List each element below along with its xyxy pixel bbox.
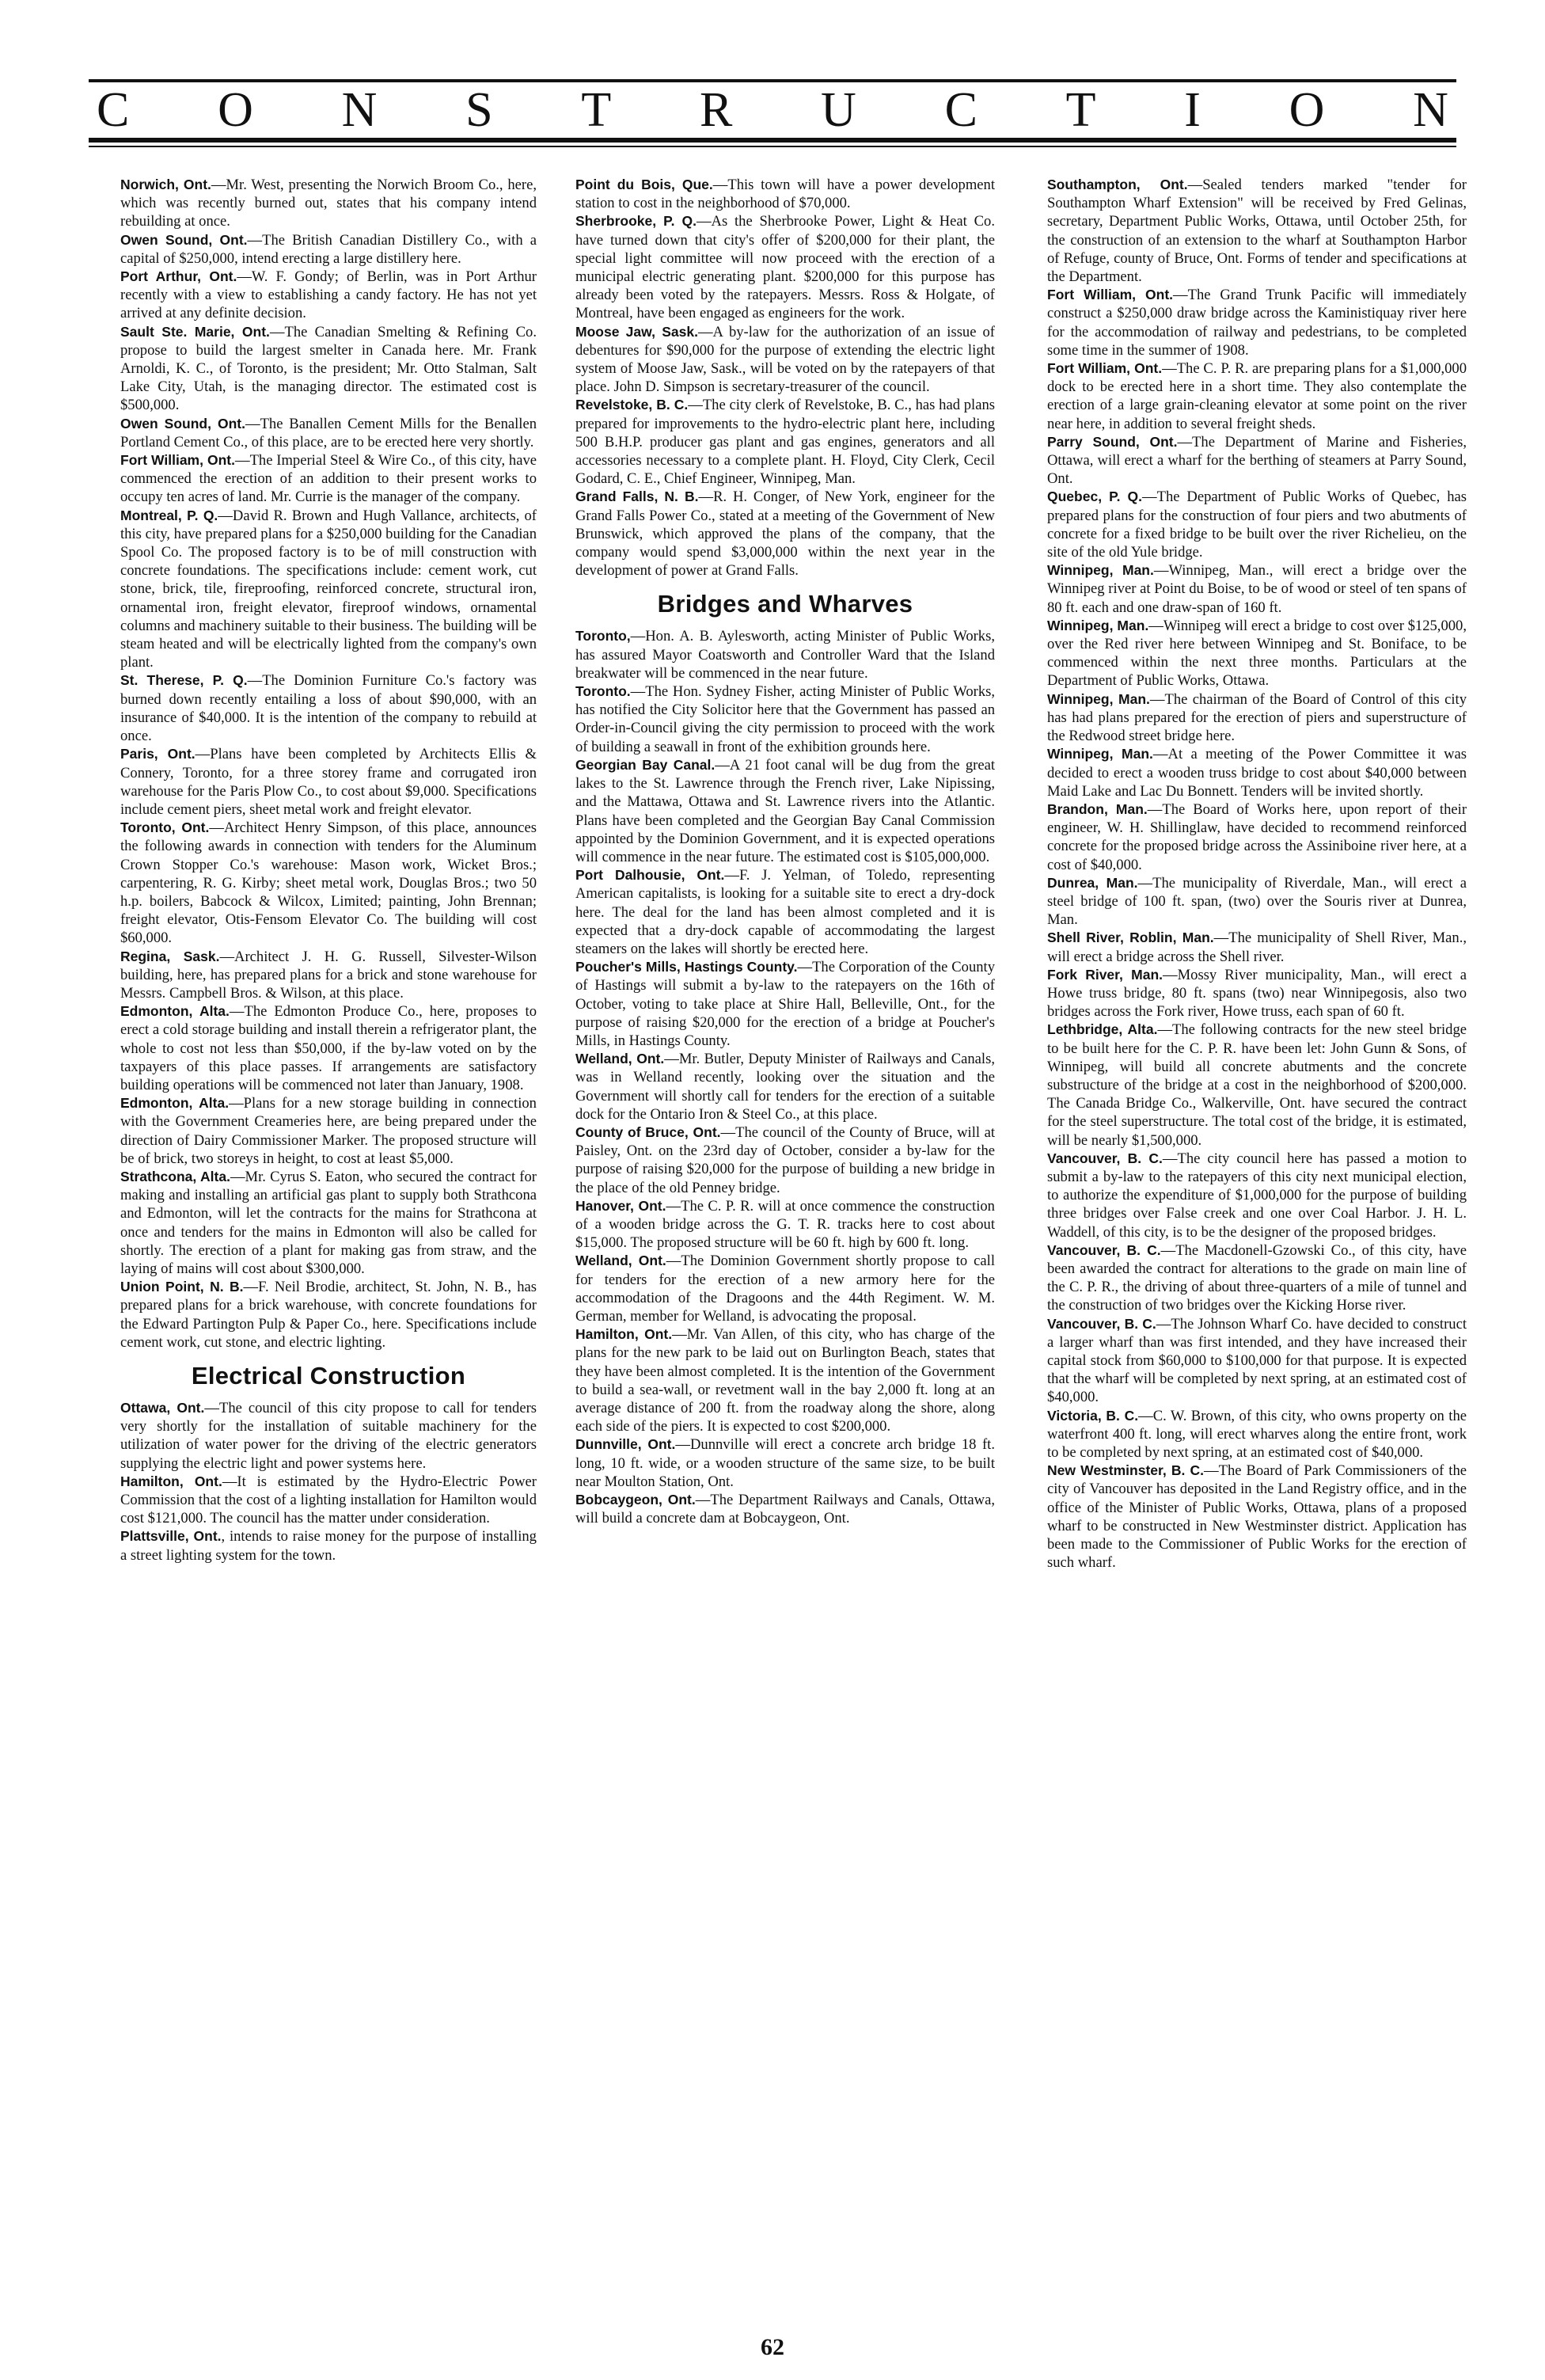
news-item-body: —Winnipeg will erect a bridge to cost over $125,000, over the Red river here between Winnipeg and St. Boniface, to be commenced within the next three months. Particulars at the Department of Public Works, Ottawa. (1047, 617, 1467, 690)
news-item-body: —The Department of Marine and Fisheries, Ottawa, will erect a wharf for the berthing of steamers at Parry Sound, Ont. (1047, 433, 1467, 488)
news-item-body: —C. W. Brown, of this city, who owns property on the waterfront 400 ft. long, will erect wharves along the entire front, work to be completed by next spring, at an estimated cost of $40,000. (1047, 1407, 1467, 1462)
news-item-dateline: Welland, Ont. (575, 1051, 665, 1067)
news-item (575, 1325, 995, 1435)
masthead-bottom-rule (89, 138, 1456, 143)
column-1 (120, 176, 537, 1564)
news-item-dateline: Fort William, Ont. (1047, 287, 1174, 303)
masthead-letter: I (1184, 83, 1201, 137)
news-item-body: —The municipality of Riverdale, Man., will erect a steel bridge of 100 ft. span, (two) over the Souris river at Dunrea, Man. (1047, 874, 1467, 929)
news-item (120, 671, 537, 745)
masthead-letter: C (97, 83, 130, 137)
news-item (120, 745, 537, 819)
news-item (575, 1435, 995, 1491)
masthead-letter: U (821, 83, 856, 137)
masthead-letter: O (1289, 83, 1325, 137)
column-2 (575, 176, 995, 1527)
masthead-letter: N (341, 83, 378, 137)
news-item-dateline: St. Therese, P. Q. (120, 672, 248, 689)
news-item (575, 1123, 995, 1197)
news-item (575, 1050, 995, 1123)
news-item (120, 819, 537, 947)
news-item (575, 756, 995, 866)
news-item (1047, 1462, 1467, 1572)
masthead-letter: S (465, 83, 493, 137)
news-item-body: —The city clerk of Revelstoke, B. C., has had plans prepared for improvements to the hydro-electric plant here, including 500 B.H.P. producer gas plant and gas engines, generators and all accessories necessary to a complete plant. H. Floyd, City Clerk, Cecil Godard, C. E., Chief Engineer, Winnipeg, Man. (575, 397, 996, 488)
column-3-items (1047, 176, 1467, 1572)
news-item (120, 1278, 537, 1352)
news-item (575, 627, 995, 682)
news-item (575, 212, 995, 322)
news-item-body: —Mr. Van Allen, of this city, who has charge of the plans for the new park to be laid out on Burlington Beach, states that they have been almost completed. It is the intention of the Government to build a sea-wall, or revetment wall in the bay 2,000 ft. long at an average distance of 200 ft. from the roadway along the shore, along each side of the piers. It is expected to cost $200,000. (575, 1326, 995, 1435)
masthead-letter: N (1413, 83, 1448, 137)
news-item-body: —The Corporation of the County of Hastings will submit a by-law to the ratepayers on the 16th of October, voting to take place at Shire Hall, Belleville, Ont., for the purpose of raising $20,000 for the erection of a bridge at Poucher's Mills, in Hastings County. (575, 959, 995, 1049)
news-item-body: —A by-law for the authorization of an issue of debentures for $90,000 for the purpose of extending the electric light system of Moose Jaw, Sask., will be voted on by the ratepayers of that place. John D. Simpson is secretary-treasurer of the council. (575, 323, 995, 396)
news-item-body: —The Grand Trunk Pacific will immediately construct a $250,000 draw bridge across the Kaministiquay river here for the accommodation of railway and pedestrians, to be completed some time in the summer of 1908. (1047, 287, 1467, 359)
news-item (120, 451, 537, 507)
news-item (120, 176, 537, 231)
news-item-body: —The chairman of the Board of Control of this city has had plans prepared for the erection of piers and superstructure of the Redwood street bridge here. (1047, 690, 1467, 745)
news-item-body: —The Hon. Sydney Fisher, acting Minister of Public Works, has notified the City Solicitor here that the Government has passed an Order-in-Council giving the city permission to proceed with the work of building a seawall in front of the exhibition grounds here. (575, 683, 995, 755)
news-item-body: —Plans have been completed by Architects Ellis & Connery, Toronto, for a three storey frame and corrugated iron warehouse for the Paris Plow Co., to cost about $9,000. Specifications include cement piers, sheet metal work and freight elevator. (120, 746, 537, 818)
masthead-letter: T (1065, 83, 1096, 137)
masthead (89, 79, 1456, 155)
news-item-dateline: Port Arthur, Ont. (120, 268, 237, 285)
news-item (1047, 874, 1467, 930)
news-item-body: —The Department of Public Works of Quebec, has prepared plans for the construction of four piers and two abutments of concrete for a fixed bridge to be built over the river Richelieu, on the site of the old Yule bridge. (1047, 489, 1467, 561)
news-item (575, 1491, 995, 1527)
news-item (120, 323, 537, 415)
news-item-body: —The British Canadian Distillery Co., with a capital of $250,000, intend erecting a large distillery here. (120, 231, 537, 267)
news-item-dateline: Victoria, B. C. (1047, 1407, 1139, 1424)
news-item (120, 268, 537, 323)
news-item-dateline: Port Dalhousie, Ont. (575, 867, 725, 884)
news-item-dateline: Bobcaygeon, Ont. (575, 1492, 696, 1508)
news-item-dateline: Vancouver, B. C. (1047, 1150, 1163, 1166)
news-item-body: —The council of the County of Bruce, will at Paisley, Ont. on the 23rd day of October, consider a by-law for the purpose of raising $20,000 for the purpose of building a new bridge in the place of the old Penney bridge. (575, 1123, 995, 1196)
news-item-dateline: Owen Sound, Ont. (120, 231, 248, 248)
news-item-dateline: Norwich, Ont. (120, 177, 211, 192)
news-item-dateline: Montreal, P. Q. (120, 507, 218, 523)
news-item (1047, 176, 1467, 286)
news-item (575, 488, 995, 580)
news-item-body: —F. Neil Brodie, architect, St. John, N. B., has prepared plans for a brick warehouse, with concrete foundations for the Edward Partington Pulp & Paper Co., here. Specifications include cement work, cut stone, and electric lighting. (120, 1279, 537, 1351)
news-item-dateline: Georgian Bay Canal. (575, 756, 716, 773)
masthead-letter: T (581, 83, 612, 137)
news-item (575, 396, 995, 488)
news-item-dateline: Regina, Sask. (120, 948, 220, 964)
news-item-body: —A 21 foot canal will be dug from the great lakes to the St. Lawrence through the French river, Lake Nipissing, and the Mattawa, Ottawa and St. Lawrence rivers into the Atlantic. Plans have been completed and the Georgian Bay Canal Commission appointed by the Dominion Government, and it is expected operations will commence in the near future. The estimated cost is $105,000,000. (575, 756, 995, 865)
masthead-bottom-thin-rule (89, 146, 1456, 147)
masthead-title (89, 82, 1456, 138)
news-item-dateline: Brandon, Man. (1047, 800, 1148, 817)
news-item-body: —The Canadian Smelting & Refining Co. propose to build the largest smelter in Canada here. Mr. Frank Arnoldi, K. C., of Toronto, is the president; Mr. Otto Stalman, Salt Lake City, Utah, is the managing director. The estimated cost is $500,000. (120, 323, 537, 414)
news-item-dateline: Lethbridge, Alta. (1047, 1021, 1158, 1038)
news-item (1047, 561, 1467, 617)
news-item-dateline: Southampton, Ont. (1047, 177, 1188, 192)
news-item-dateline: Hanover, Ont. (575, 1197, 666, 1214)
news-item-body: —Hon. A. B. Aylesworth, acting Minister of Public Works, has assured Mayor Coatsworth and Controller Ward that the Island breakwater will be commenced in the near future. (575, 628, 995, 682)
column-2-items-b (575, 627, 995, 1527)
news-item-body: —The Imperial Steel & Wire Co., of this city, have commenced the erection of an addition to their present works to occupy ten acres of land. Mr. Currie is the manager of the company. (120, 452, 537, 506)
news-item-dateline: Winnipeg, Man. (1047, 617, 1149, 633)
news-item (1047, 359, 1467, 433)
section-heading-bridges-and-wharves: Bridges and Wharves (657, 590, 913, 618)
news-item-dateline: Point du Bois, Que. (575, 177, 713, 192)
news-item-body: —Mossy River municipality, Man., will erect a Howe truss bridge, 80 ft. spans (two) near Winnipegosis, also two bridges across the Fork river, Howe truss, each span of 60 ft. (1047, 966, 1467, 1021)
news-item-body: —Architect Henry Simpson, of this place, announces the following awards in connection with tenders for the Aluminum Crown Stopper Co.'s warehouse: Mason work, Wicket Bros.; carpentering, R. G. Kirby; sheet metal work, Douglas Bros.; two 50 h.p. boilers, Babcock & Wilcox, Limited; painting, John Brennan; freight elevator, Otis-Fensom Elevator Co. The building will cost $60,000. (120, 819, 537, 947)
news-item (120, 1094, 537, 1168)
news-item-body: —The municipality of Shell River, Man., will erect a bridge across the Shell river. (1047, 930, 1467, 965)
news-item-body: —Plans for a new storage building in connection with the Government Creameries here, are being prepared under the direction of Dairy Commissioner Marker. The proposed structure will be of brick, two storeys in height, to cost at least $5,000. (120, 1095, 537, 1167)
news-item-body: —The Banallen Cement Mills for the Benallen Portland Cement Co., of this place, are to be erected here very shortly. (120, 415, 537, 451)
news-item (120, 231, 537, 268)
news-item (120, 1527, 537, 1564)
news-item-body: —The Macdonell-Gzowski Co., of this city, have been awarded the contract for alterations to the grade on main line of the C. P. R., the driving of about three-quarters of a mile of tunnel and the construction of two bridges over the Kicking Horse river. (1047, 1241, 1467, 1314)
news-item (575, 958, 995, 1050)
news-item-body: —The Department Railways and Canals, Ottawa, will build a concrete dam at Bobcaygeon, Ont. (575, 1492, 996, 1527)
news-item (1047, 966, 1467, 1021)
masthead-letter: R (699, 83, 733, 137)
news-item (1047, 929, 1467, 965)
news-item-dateline: Fort William, Ont. (120, 452, 235, 469)
news-item (1047, 745, 1467, 800)
news-item-dateline: Winnipeg, Man. (1047, 562, 1154, 579)
news-item-dateline: Dunnville, Ont. (575, 1436, 676, 1453)
news-item (575, 176, 995, 212)
news-item-body: —The Edmonton Produce Co., here, proposes to erect a cold storage building and install therein a refrigerator plant, the whole to cost not less than $50,000, if the by-law voted on by the taxpayers of this place passes. If arrangements are satisfactory building operations will be commenced not later than January, 1908. (120, 1003, 537, 1093)
news-item-dateline: Owen Sound, Ont. (120, 415, 245, 432)
news-item-body: —At a meeting of the Power Committee it was decided to erect a wooden truss bridge to cost about $40,000 between Maid Lake and Lac Du Bonnett. Tenders will be invited shortly. (1047, 746, 1467, 800)
news-item-dateline: Strathcona, Alta. (120, 1168, 230, 1184)
news-item-dateline: Revelstoke, B. C. (575, 397, 689, 413)
news-item-dateline: Welland, Ont. (575, 1253, 666, 1269)
news-item-dateline: Sault Ste. Marie, Ont. (120, 323, 270, 340)
news-item (1047, 488, 1467, 561)
news-item-dateline: County of Bruce, Ont. (575, 1123, 721, 1140)
news-item-body: —Winnipeg, Man., will erect a bridge over the Winnipeg river at Point du Boise, to be of wood or steel of ten spans of 80 ft. each and one draw-span of 160 ft. (1047, 562, 1467, 616)
news-item-body: —The following contracts for the new steel bridge to be built here for the C. P. R. have been let: John Gunn & Sons, of Winnipeg, will build all concrete abutments and the concrete substructure of the bridge at a cost in the neighborhood of $200,000. The Canada Bridge Co., Walkerville, Ont. have secured the contract for the steel superstructure. The total cost of the bridge, it is estimated, will be nearly $1,500,000. (1047, 1021, 1467, 1149)
news-item (120, 1002, 537, 1094)
news-item (1047, 1315, 1467, 1407)
news-item-body: —The Dominion Furniture Co.'s factory was burned down recently entailing a loss of about $90,000, with an insurance of $40,000. It is the intention of the company to rebuild at once. (120, 672, 537, 745)
news-item (120, 1168, 537, 1278)
news-item-body: —Sealed tenders marked "tender for Southampton Wharf Extension" will be received by Fred Gelinas, secretary, Department Public Works, Ottawa, until October 25th, for the construction of an extension to the wharf at Southampton Harbor of Refuge, county of Bruce, Ont. Forms of tender and specifications at the Department. (1047, 177, 1467, 286)
news-item (575, 323, 995, 397)
news-item-body: —David R. Brown and Hugh Vallance, architects, of this city, have prepared plans for a $250,000 building for the Canadian Spool Co. The proposed factory is to be of mill construction with concrete foundations. The specifications include: cement work, cut stone, brick, tile, fireproofing, reinforced concrete, structural iron, ornamental iron, freight elevator, fireproof windows, ornamental columns and machinery suitable to their business. The building will be steam heated and will be electrically lighted from the company's own plant. (120, 507, 537, 671)
news-item-body: —Mr. Cyrus S. Eaton, who secured the contract for making and installing an artificial gas plant to supply both Strathcona and Edmonton, will let the contracts for the mains for Strathcona at once and tenders for the mains in Edmonton will also be called for shortly. The erection of a plant for making gas from straw, and the laying of mains will cost about $300,000. (120, 1168, 537, 1277)
news-item-dateline: Edmonton, Alta. (120, 1095, 230, 1112)
section-heading-electrical-construction: Electrical Construction (191, 1362, 466, 1390)
news-item-dateline: Plattsville, Ont. (120, 1528, 222, 1545)
news-item (575, 1197, 995, 1253)
news-item-dateline: Union Point, N. B. (120, 1279, 244, 1295)
news-item-dateline: New Westminster, B. C. (1047, 1462, 1205, 1479)
column-3 (1047, 176, 1467, 1572)
news-item-body: —Architect J. H. G. Russell, Silvester-Wilson building, here, has prepared plans for a brick and stone warehouse for Messrs. Campbell Bros. & Wilson, at this place. (120, 948, 537, 1002)
news-item (1047, 433, 1467, 489)
news-item (575, 682, 995, 756)
news-item-body: —The C. P. R. are preparing plans for a $1,000,000 dock to be erected here in a short time. They also contemplate the erection of a large grain-cleaning elevator at some point on the river near here, in addition to several freight sheds. (1047, 360, 1467, 432)
news-item-body: —The council of this city propose to call for tenders very shortly for the installation of suitable machinery for the utilization of water power for the driving of the electric generators supplying the electric light and power systems here. (120, 1400, 537, 1472)
news-item-dateline: Grand Falls, N. B. (575, 489, 699, 505)
news-item-dateline: Vancouver, B. C. (1047, 1241, 1161, 1258)
news-item (1047, 1241, 1467, 1315)
news-item-dateline: Quebec, P. Q. (1047, 489, 1143, 505)
news-item (1047, 1150, 1467, 1241)
news-item-body: —Mr. West, presenting the Norwich Broom Co., here, which was recently burned out, states that his company intend rebuilding at once. (120, 177, 537, 230)
news-item-body: —The Dominion Government shortly propose to call for tenders for the erection of a new armory here for the accommodation of the Dragoons and the 44th Regiment. W. M. German, member for Welland, is advocating the proposal. (575, 1253, 995, 1325)
news-item-dateline: Edmonton, Alta. (120, 1003, 230, 1020)
news-item-dateline: Paris, Ont. (120, 746, 195, 762)
news-item (1047, 690, 1467, 746)
news-item-dateline: Ottawa, Ont. (120, 1400, 205, 1416)
news-item-dateline: Poucher's Mills, Hastings County. (575, 959, 798, 975)
column-1-items-b (120, 1399, 537, 1564)
news-item (575, 1252, 995, 1325)
masthead-letter: O (218, 83, 253, 137)
news-item-dateline: Fort William, Ont. (1047, 360, 1163, 377)
news-item-body: —The Board of Works here, upon report of their engineer, W. H. Shillinglaw, have decided to recommend reinforced concrete for the proposed bridge across the Assiniboine river here, at a cost of $40,000. (1047, 800, 1467, 873)
news-item (1047, 617, 1467, 690)
news-item (120, 415, 537, 451)
news-item-body: , intends to raise money for the purpose of installing a street lighting system for the town. (120, 1528, 537, 1564)
news-item (120, 507, 537, 672)
news-item-dateline: Moose Jaw, Sask. (575, 323, 698, 340)
page-number: 62 (761, 2334, 784, 2360)
news-item-body: —The city council here has passed a motion to submit a by-law to the ratepayers of this city next municipal election, to authorize the expenditure of $1,000,000 for the purpose of building three bridges over False creek and one over Coal Harbor. J. H. L. Waddell, of this city, is to be the designer of the proposed bridges. (1047, 1150, 1467, 1241)
news-item (1047, 800, 1467, 874)
news-item-body: —This town will have a power development station to cost in the neighborhood of $70,000. (575, 177, 996, 212)
news-item-body: —As the Sherbrooke Power, Light & Heat Co. have turned down that city's offer of $200,000 for their plant, the special light committee will now proceed with the erection of a municipal electric generating plant. $200,000 for this purpose has already been voted by the ratepayers. Messrs. Ross & Holgate, of Montreal, have been engaged as engineers for the work. (575, 213, 995, 322)
news-item (1047, 1021, 1467, 1149)
news-item-dateline: Hamilton, Ont. (120, 1473, 222, 1489)
news-item-dateline: Toronto. (575, 683, 631, 700)
news-item-dateline: Fork River, Man. (1047, 966, 1163, 983)
news-item (120, 1473, 537, 1528)
column-2-items-a (575, 176, 995, 580)
news-item-dateline: Toronto, Ont. (120, 819, 210, 836)
news-item-body: —The Johnson Wharf Co. have decided to construct a larger wharf than was first intended, and they have increased their capital stock from $60,000 to $100,000 for that purpose. It is expected that the wharf will be completed by next spring, at an estimated cost of $40,000. (1047, 1315, 1467, 1406)
news-item-dateline: Dunrea, Man. (1047, 874, 1138, 891)
news-item-dateline: Shell River, Roblin, Man. (1047, 930, 1214, 946)
news-item-dateline: Parry Sound, Ont. (1047, 433, 1178, 450)
news-item-body: —The Board of Park Commissioners of the city of Vancouver has deposited in the Land Registry office, and in the office of the Minister of Public Works, Ottawa, plans of a proposed wharf to be constructed in New Westminster district. Application has been made to the Commissioner of Public Works for the erection of such wharf. (1047, 1462, 1467, 1572)
news-item-body: —F. J. Yelman, of Toledo, representing American capitalists, is looking for a suitable site to erect a dry-dock here. The deal for the land has been almost completed and it is expected that a dry-dock capable of accommodating the largest steamers on the lakes will shortly be erected here. (575, 867, 995, 957)
news-item (1047, 1407, 1467, 1462)
news-item-body: —Dunnville will erect a concrete arch bridge 18 ft. long, 10 ft. wide, or a wooden structure of the same size, to be built near Moulton Station, Ont. (575, 1436, 995, 1490)
news-item (575, 866, 995, 958)
news-item-body: —The C. P. R. will at once commence the construction of a wooden bridge across the G. T. R. tracks here to cost about $15,000. The proposed structure will be 60 ft. high by 600 ft. long. (575, 1197, 995, 1252)
news-item-dateline: Vancouver, B. C. (1047, 1315, 1156, 1332)
news-item-dateline: Toronto, (575, 628, 631, 644)
news-item-body: —W. F. Gondy; of Berlin, was in Port Arthur recently with a view to establishing a candy factory. He has not yet arrived at any definite decision. (120, 268, 537, 322)
news-item-dateline: Winnipeg, Man. (1047, 690, 1150, 707)
news-item (1047, 286, 1467, 359)
news-item (120, 948, 537, 1003)
news-item-dateline: Hamilton, Ont. (575, 1326, 673, 1343)
news-item-dateline: Sherbrooke, P. Q. (575, 213, 697, 230)
news-item-dateline: Winnipeg, Man. (1047, 746, 1153, 762)
news-item (120, 1399, 537, 1473)
news-item-body: —R. H. Conger, of New York, engineer for the Grand Falls Power Co., stated at a meeting of the Government of New Brunswick, which approved the plans of the company, that the company would spend $3,000,000 within the next year in the development of power at Grand Falls. (575, 489, 995, 580)
masthead-letter: C (944, 83, 977, 137)
news-item-body: —Mr. Butler, Deputy Minister of Railways and Canals, was in Welland recently, looking over the situation and the Government will shortly call for tenders for the erection of a suitable dock for the Ontario Iron & Steel Co., at this place. (575, 1051, 995, 1123)
column-1-items-a (120, 176, 537, 1352)
news-item-body: —It is estimated by the Hydro-Electric Power Commission that the cost of a lighting installation for Hamilton would cost $121,000. The council has the matter under consideration. (120, 1473, 537, 1527)
